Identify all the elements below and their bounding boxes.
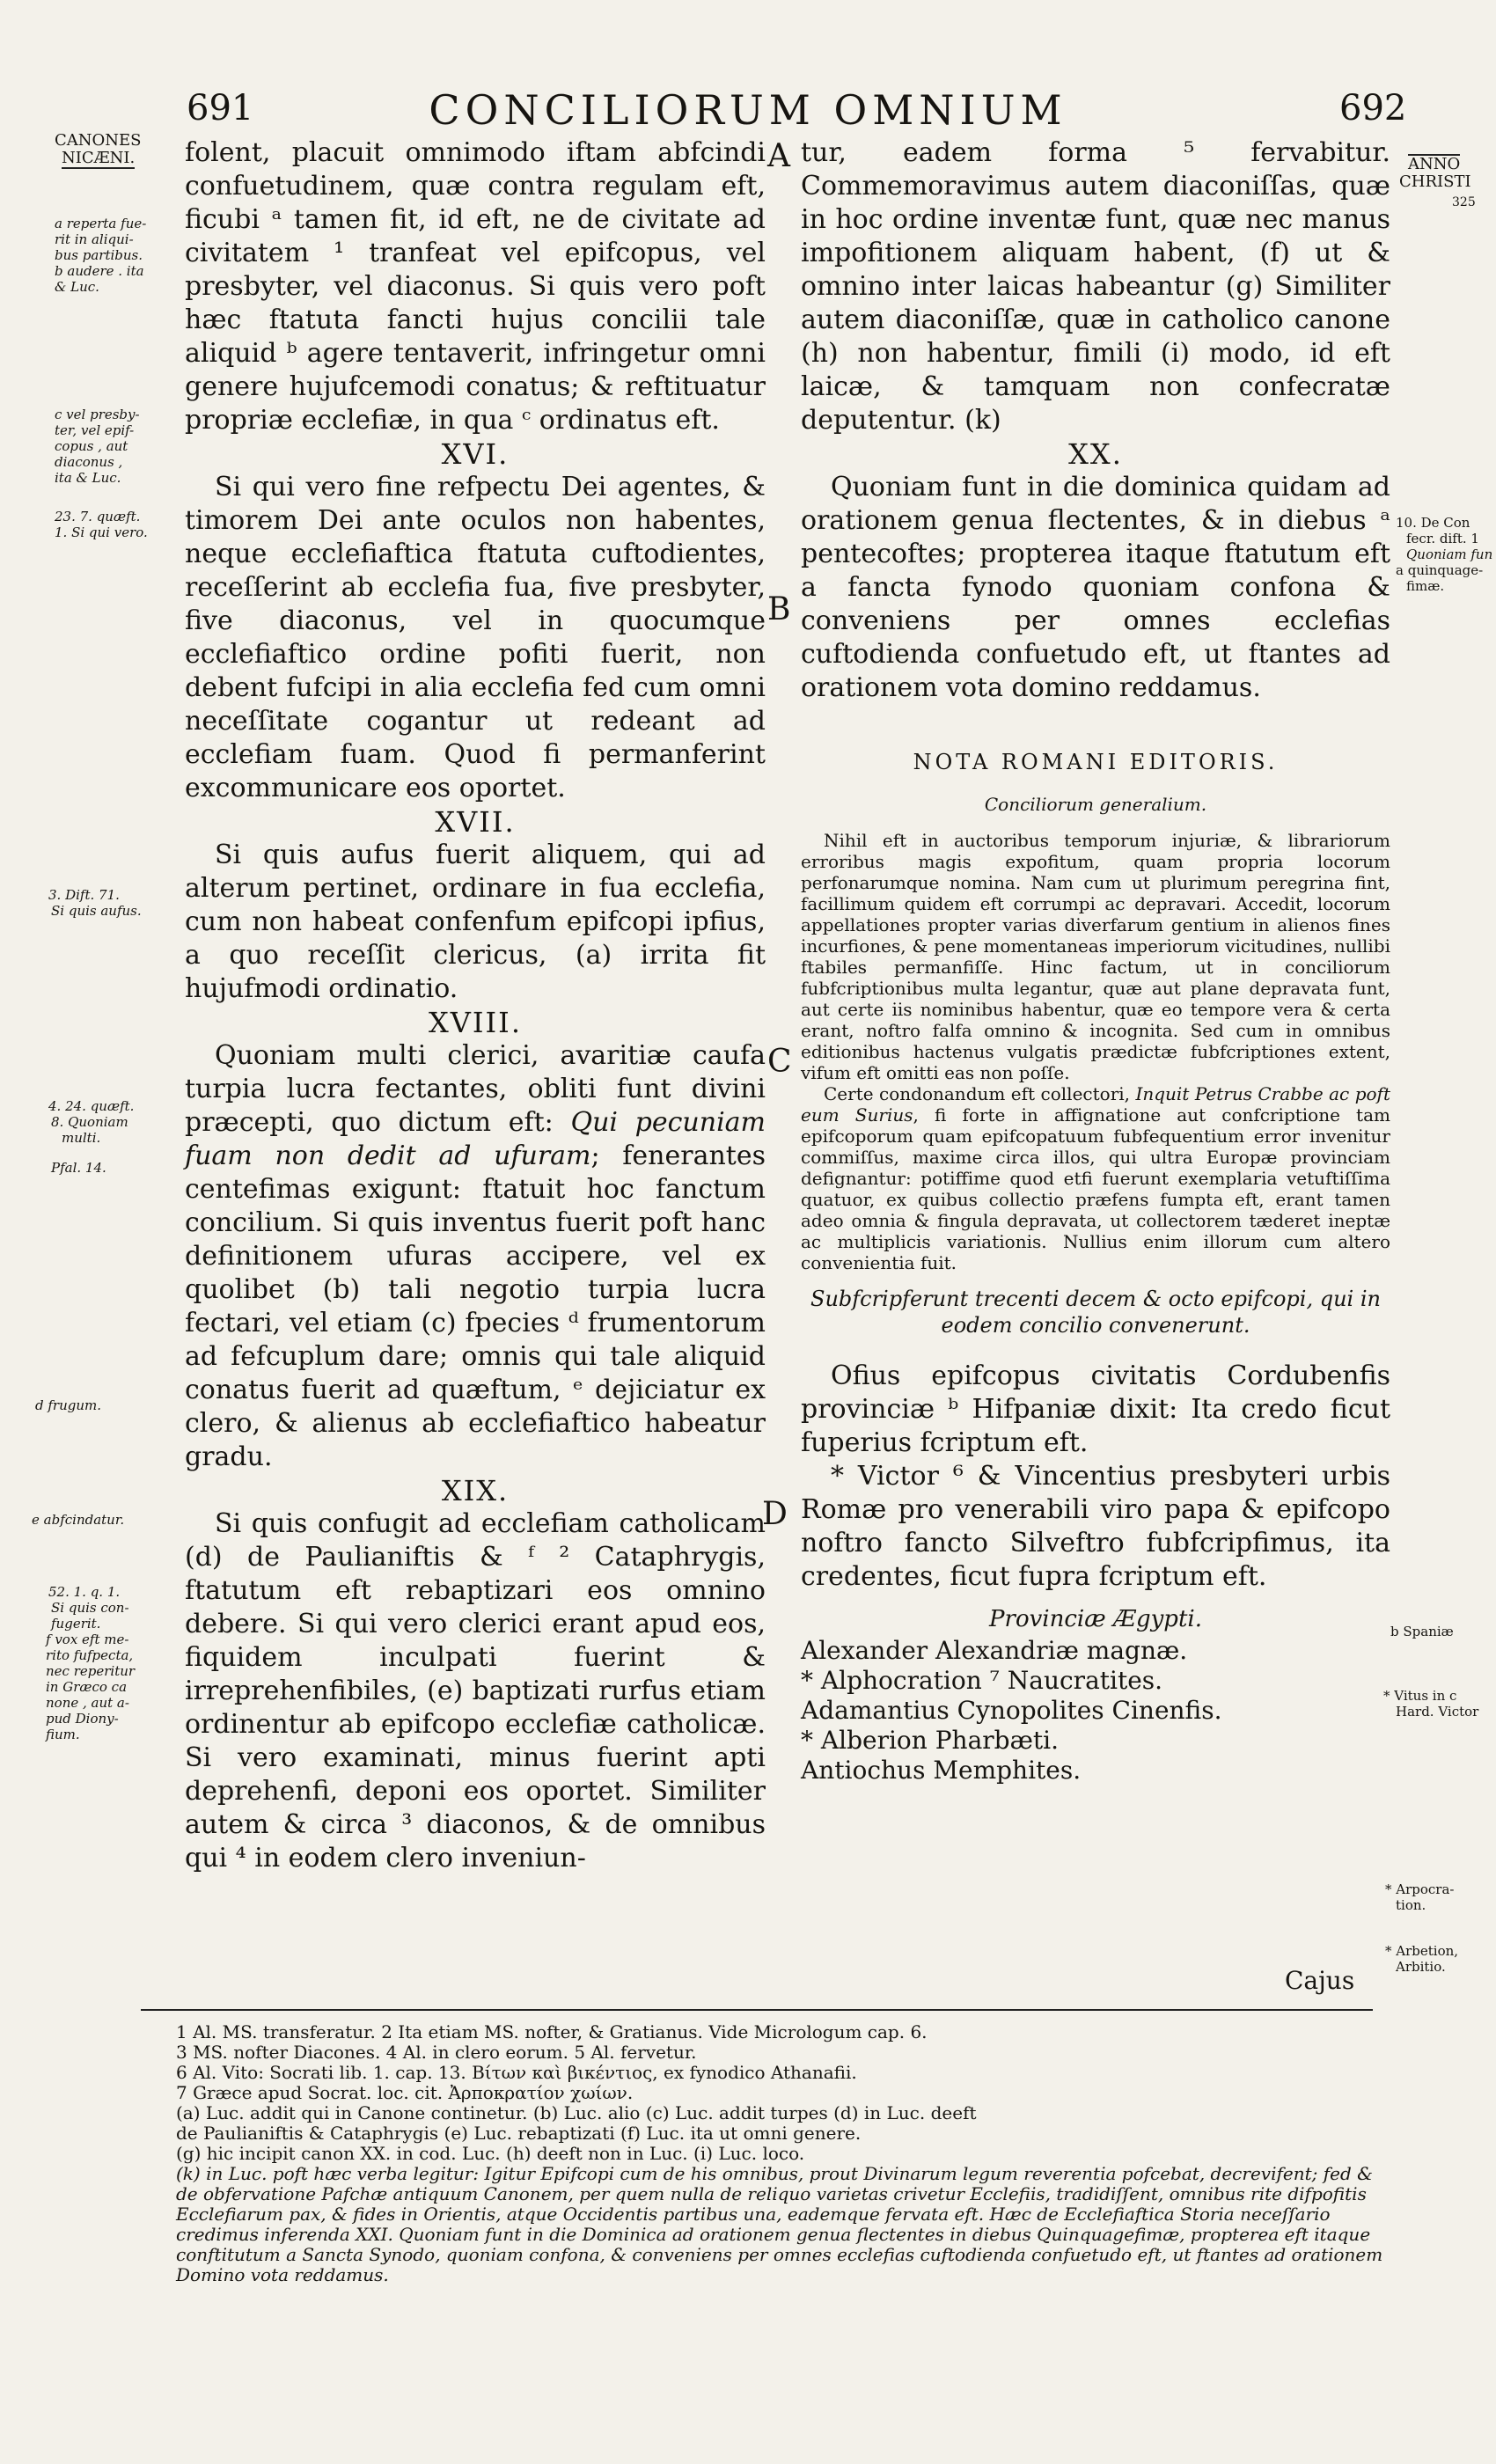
margin-note: multi. — [62, 1130, 101, 1146]
margin-note: a reperta fue- — [55, 216, 147, 231]
margin-note: d frugum. — [35, 1397, 102, 1413]
margin-note: 8. Quoniam — [51, 1114, 128, 1130]
canon-heading-20: XX. — [1068, 437, 1123, 471]
section-letter-a: A — [767, 138, 790, 174]
margin-note: fium. — [46, 1727, 80, 1742]
left-column — [185, 136, 766, 1875]
margin-note: * Arbetion, — [1385, 1943, 1459, 1959]
margin-canones: CANONES — [55, 131, 142, 150]
canon-18-text: Quoniam multi clerici, avaritiæ caufa turpia lucra fectantes, obliti funt divini præcepti, quo dictum eft: — [185, 1040, 766, 1138]
margin-note: Si quis aufus. — [51, 903, 142, 919]
paragraph-osius: Ofius epifcopus civitatis Cordubenfis provinciæ ᵇ Hifpaniæ dixit: Ita credo ficut fuperius fcriptum eft. — [801, 1360, 1390, 1458]
footnotes — [176, 2022, 1390, 2285]
nota-subtitle: Conciliorum generalium. — [984, 794, 1207, 815]
nota-paragraph — [801, 1083, 1390, 1273]
margin-note: rit in aliqui- — [55, 231, 134, 247]
bishop-name: Alexander Alexandriæ magnæ. — [801, 1636, 1188, 1665]
footnote-line: (k) in Luc. poft hæc verba legitur: Igitur Epifcopi cum de his omnibus, prout Divinarum legum reverentia pofcebat, decrevifent; fed & de obfervatione Pafchæ antiquum Canonem, per quem nulla de reliquo varietas crivetur Ecclefiis, tradidiſſent, omnibus rite difpofitis Ecclefiarum pax, & fides in Orientis, atque Occidentis partibus una, eademque fervata eft. Hæc de Ecclefiaftica Storia neceſſario credimus inferenda XXI. Quoniam funt in die Dominica ad orationem genua flectentes in diebus Quinquagefimæ, propterea eft itaque conftitutum a Sancta Synodo, quoniam confona, & conveniens per omnes ecclefias cuftodienda confuetudo eft, ut ftantes ad orationem Domino vota reddamus. — [176, 2163, 1383, 2285]
left-page-number: 691 — [187, 88, 254, 128]
footnote-divider — [141, 2009, 1373, 2011]
canon-heading-18: XVIII. — [429, 1006, 522, 1039]
paragraph-canon-17: Si quis aufus fuerit aliquem, qui ad alterum pertinet, ordinare in fua ecclefia, cum non habeat confenfum epifcopi ipfius, a quo receſſit clericus, (a) irrita fit hujufmodi ordinatio. — [185, 840, 766, 1004]
canon-heading-16: XVI. — [441, 437, 510, 471]
margin-note: * Arpocra- — [1385, 1881, 1455, 1897]
nota-text: Certe condonandum eft collectori, — [824, 1083, 1136, 1104]
margin-note: f vox eft me- — [46, 1632, 129, 1647]
margin-note: copus , aut — [55, 438, 128, 454]
canon-heading-17: XVII. — [435, 805, 516, 839]
subscription-heading: Subfcripferunt trecenti decem & octo epifcopi, qui in eodem concilio convenerunt. — [810, 1287, 1381, 1338]
canon-heading-19: XIX. — [441, 1474, 510, 1507]
paragraph-canon-15-end: folent, placuit omnimodo iftam abfcindi confuetudinem, quæ contra regulam eft, ficubi ᵃ tamen fit, id eft, ne de civitate ad civitatem ¹ tranfeat vel epifcopus, vel presbyter, vel diaconus. Si quis vero poft hæc ftatuta fancti hujus concilii tale aliquid ᵇ agere tentaverit, infringetur omni genere hujufcemodi conatus; & reftituatur propriæ ecclefiæ, in qua ᶜ ordinatus eft. — [185, 137, 766, 436]
margin-note: 52. 1. q. 1. — [48, 1584, 121, 1600]
footnote-line: de Paulianiftis & Cataphrygis (e) Luc. rebaptizati (f) Luc. ita ut omni genere. — [176, 2123, 862, 2144]
canon-18-text: ; fenerantes centefimas exigunt: ftatuit hoc fanctum concilium. Si quis inventus fuerit poft hanc definitionem ufuras accipere, vel ex quolibet (b) tali negotio turpia lucra fectari, vel etiam (c) fpecies ᵈ frumentorum ad fefcuplum dare; omnis qui tale aliquid conatus fuerit ad quæftum, ᵉ dejiciatur ex clero, & alienus ab ecclefiaftico habeatur gradu. — [185, 1140, 766, 1472]
section-letter-d: D — [762, 1496, 788, 1532]
margin-note: e abfcindatur. — [32, 1512, 125, 1528]
margin-note: Pfal. 14. — [51, 1160, 106, 1176]
margin-note: Hard. Victor — [1396, 1704, 1479, 1720]
nota-body — [801, 830, 1390, 1273]
bishop-name: * Alberion Pharbæti. — [801, 1726, 1060, 1755]
margin-christi: CHRISTI — [1399, 172, 1471, 191]
margin-note: Quoniam fun — [1406, 546, 1493, 562]
margin-note: fimæ. — [1406, 578, 1445, 594]
footnote-line: 6 Al. Vito: Socrati lib. 1. cap. 13. Βίτων καὶ βικέντιος, ex fynodico Athanafii. — [176, 2062, 857, 2083]
margin-note: in Græco ca — [46, 1679, 128, 1695]
canon-18-quote: Qui pecuniam fuam non dedit ad ufuram — [185, 1107, 766, 1171]
nota-quote: Inquit Petrus Crabbe ac poft eum Surius — [801, 1083, 1390, 1126]
margin-note: 1. Si qui vero. — [55, 524, 148, 540]
margin-note: diaconus , — [55, 454, 123, 470]
margin-note: * Vitus in c — [1383, 1688, 1457, 1704]
running-title: CONCILIORUM OMNIUM — [429, 86, 1067, 134]
margin-note: fugerit. — [51, 1616, 101, 1632]
margin-note: Si quis con- — [51, 1600, 129, 1616]
margin-note: b audere . ita — [55, 263, 144, 279]
margin-note: fecr. dift. 1 — [1406, 531, 1479, 546]
bishop-name: Adamantius Cynopolites Cinenfis. — [801, 1696, 1222, 1725]
section-letter-c: C — [767, 1044, 792, 1080]
margin-note: 10. De Con — [1396, 515, 1470, 531]
right-page-number: 692 — [1339, 88, 1407, 128]
nota-title: NOTA ROMANI EDITORIS. — [913, 750, 1279, 774]
margin-note: 3. Dift. 71. — [48, 887, 120, 903]
province-heading: Provinciæ Ægypti. — [989, 1606, 1202, 1632]
paragraph-canon-18 — [185, 1039, 766, 1474]
margin-note: nec reperitur — [46, 1663, 136, 1679]
footnote-line: 1 Al. MS. transferatur. 2 Ita etiam MS. nofter, & Gratianus. Vide Micrologum cap. 6. — [176, 2021, 928, 2042]
footnote-line: (a) Luc. addit qui in Canone continetur. (b) Luc. alio (c) Luc. addit turpes (d) in Luc. deeft — [176, 2102, 977, 2123]
paragraph-canon-19-end: tur, eadem forma ⁵ fervabitur. Commemoravimus autem diaconiſſas, quæ in hoc ordine inventæ funt, quæ nec manus impofitionem aliquam habent, (f) ut & omnino inter laicas habeantur (g) Similiter autem diaconiſſæ, quæ in catholico canone (h) non habentur, fimili (i) modo, id eft laicæ, & tamquam non confecratæ deputentur. (k) — [801, 137, 1390, 436]
margin-note: pud Diony- — [46, 1711, 119, 1727]
nota-text: , fi forte in affignatione aut confcriptione tam epifcoporum quam epifcopatuum fubfequentium error invenitur commiſſus, maxime circa illos, qui ultra Europæ provinciam defignantur: potiffime quod etfi fuerunt exemplaria vetuftiſſima quatuor, ex quibus collectio præfens fumpta eft, erant tamen adeo omnia & fingula depravata, ut collectorem tæderet ineptæ ac multiplicis variationis. Nullius enim illorum cum altero convenientia fuit. — [801, 1104, 1390, 1273]
margin-note: & Luc. — [55, 279, 99, 295]
margin-anno: ANNO — [1408, 155, 1461, 173]
paragraph-canon-16: Si qui vero fine refpectu Dei agentes, & timorem Dei ante oculos non habentes, neque ecclefiaftica ftatuta cuftodientes, receſſerint ab ecclefia fua, five presbyter, five diaconus, vel in quocumque ecclefiaftico ordine pofiti fuerit, non debent fufcipi in alia ecclefia fed cum omni neceſſitate cogantur ut redeant ad ecclefiam fuam. Quod fi permanferint excommunicare eos oportet. — [185, 472, 766, 803]
margin-note: tion. — [1396, 1897, 1426, 1913]
footnote-line: 3 MS. nofter Diacones. 4 Al. in clero eorum. 5 Al. fervetur. — [176, 2042, 697, 2063]
nota-paragraph: Nihil eft in auctoribus temporum injuriæ, & librariorum erroribus magis expofitum, quam propria locorum perfonarumque nomina. Nam cum ut plurimum peregrina fint, facillimum quidem eft corrumpi ac depravari. Accedit, locorum appellationes propter varias diverfarum gentium in alienos fines incurfiones, & pene momentaneas imperiorum vicitudines, nullibi ftabiles permanfiſſe. Hinc factum, ut in conciliorum fubfcriptionibus multa legantur, quæ aut plane depravata funt, aut certe iis nominibus habentur, quæ eo tempore vera & certa erant, noftro falfa omnino & incognita. Sed cum in omnibus editionibus hactenus vulgatis prædictæ fubfcriptiones extent, vifum eft omitti eas non poſſe. — [801, 830, 1390, 1083]
margin-note: rito fufpecta, — [46, 1647, 134, 1663]
margin-note: 23. 7. quæft. — [55, 509, 141, 524]
margin-note: c vel presby- — [55, 407, 140, 422]
catchword: Cajus — [1285, 1966, 1355, 1995]
margin-note: none , aut a- — [46, 1695, 129, 1711]
margin-note: 4. 24. quæft. — [48, 1098, 135, 1114]
paragraph-canon-19: Si quis confugit ad ecclefiam catholicam (d) de Paulianiftis & ᶠ ² Cataphrygis, ftatutum eft rebaptizari eos omnino debere. Si qui vero clerici erant apud eos, fiquidem inculpati fuerint & irreprehenfibiles, (e) baptizati rurfus etiam ordinentur ab epifcopo ecclefiæ catholicæ. Si vero examinati, minus fuerint apti deprehenfi, deponi eos oportet. Similiter autem & circa ³ diaconos, & de omnibus qui ⁴ in eodem clero inveniun- — [185, 1508, 766, 1874]
bishop-name: Antiochus Memphites. — [801, 1756, 1082, 1785]
margin-note: a quinquage- — [1396, 562, 1484, 578]
margin-note: b Spaniæ — [1390, 1624, 1454, 1639]
footnote-line: (g) hic incipit canon XX. in cod. Luc. (h) deeft non in Luc. (i) Luc. loco. — [176, 2143, 805, 2164]
margin-note: ita & Luc. — [55, 470, 121, 486]
margin-nicaeni: NICÆNI. — [62, 149, 136, 167]
footnote-line: 7 Græce apud Socrat. loc. cit. Ἀρποκρατίον χωίων. — [176, 2082, 634, 2103]
bishop-name: * Alphocration ⁷ Naucratites. — [801, 1666, 1163, 1695]
margin-note: bus partibus. — [55, 247, 143, 263]
paragraph-victor: * Victor ⁶ & Vincentius presbyteri urbis Romæ pro venerabili viro papa & epifcopo noftro fancto Silveftro fubfcripfimus, ita credentes, ficut fupra fcriptum eft. — [801, 1461, 1390, 1592]
margin-year: 325 — [1452, 195, 1476, 209]
section-letter-b: B — [767, 591, 791, 627]
right-column — [801, 136, 1390, 1786]
margin-note: ter, vel epif- — [55, 422, 135, 438]
paragraph-canon-20: Quoniam funt in die dominica quidam ad orationem genua flectentes, & in diebus ᵃ pentecoftes; propterea itaque ftatutum eft a fancta fynodo quoniam confona & conveniens per omnes ecclefias cuftodienda confuetudo eft, ut ftantes ad orationem vota domino reddamus. — [801, 472, 1390, 703]
margin-note: Arbitio. — [1396, 1959, 1446, 1975]
